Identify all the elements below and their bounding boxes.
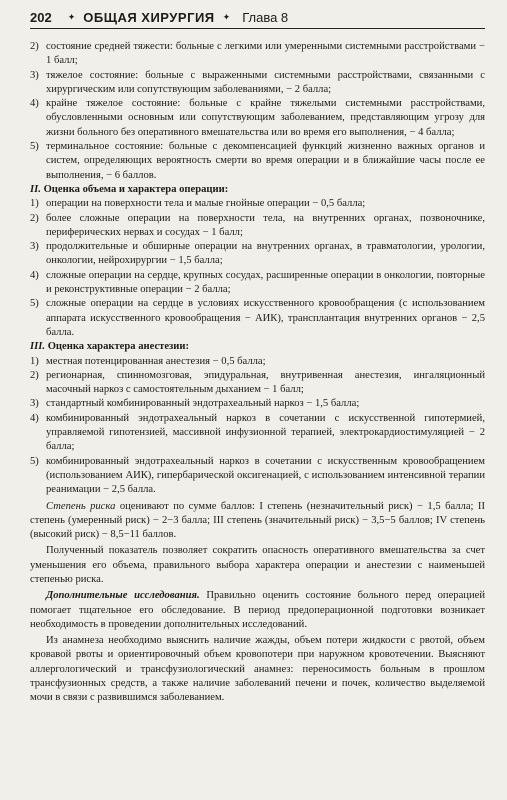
list-condition — [30, 40, 485, 183]
section-heading-operation: II. Оценка объема и характера операции: — [30, 183, 229, 195]
list-item: 1) операции на поверхности тела и малые гнойные операции − 0,5 балла; — [30, 198, 366, 210]
list-item: 3) стандартный комбинированный эндотрахеальный наркоз − 1,5 балла; — [30, 398, 360, 410]
anamnesis-paragraph: Из анамнеза необходимо выяснить наличие жажды, объем потери жидкости с рвотой, объем кровавой рвоты и ориентировочный объем кровопотери при наружном кровотечении. Выясняют аллергологический и трансфузиологический анамнез: переносимость больным в прошлом трансфузионных средств, а также наличие заболеваний печени и почек, количество выделяемой мочи в связи с развившимся заболеванием. — [30, 635, 485, 704]
list-item: 4) сложные операции на сердце, крупных сосудах, расширенные операции в онкологии, повторные и реконструктивные операции − 2 балла; — [30, 269, 485, 296]
result-paragraph: Полученный показатель позволяет сократить опасность оперативного вмешательства за счет уменьшения его объема, правильного выбора характера операции и анестезии с наименьшей степенью риска. — [30, 545, 485, 585]
chapter-label: Глава 8 — [242, 9, 289, 25]
list-item: 3) продолжительные и обширные операции на внутренних органах, в травматологии, урологии, онкологии, нейрохирургии − 1,5 балла; — [30, 241, 485, 267]
list-item: 5) терминальное состояние: больные с декомпенсацией функций жизненно важных органов и систем, определяющих вероятность смерти во время операции и в ближайшие часы после ее выполнения, − 6 баллов. — [30, 141, 485, 181]
page-number: 202 — [30, 9, 52, 25]
section-heading-anesthesia: III. Оценка характера анестезии: — [30, 341, 190, 353]
page-body — [30, 40, 485, 706]
risk-degree-paragraph: Степень риска оценивают по сумме баллов: I степень (незначительный риск) − 1,5 балла; II степень (умеренный риск) − 2−3 балла; III степень (значительный риск) − 3,5−5 баллов; IV степень (высокий риск) − 8,5−11 баллов. — [30, 500, 485, 541]
list-item: 3) тяжелое состояние: больные с выраженными системными расстройствами, связанными с хирургическим или сопутствующим заболеваниями, − 2 балла; — [30, 69, 485, 95]
list-anesthesia — [30, 355, 485, 498]
list-item: 2) более сложные операции на поверхности тела, на внутренних органах, позвоночнике, периферических нервах и сосудах − 1 балл; — [30, 212, 485, 238]
list-operation — [30, 197, 485, 340]
running-header — [30, 6, 485, 29]
diamond-ornament-icon: ✦ — [222, 11, 231, 22]
list-item: 2) регионарная, спинномозговая, эпидуральная, внутривенная анестезия, ингаляционный масочный наркоз с самостоятельным дыханием − 1 балл; — [30, 369, 485, 396]
book-title: ОБЩАЯ ХИРУРГИЯ — [83, 9, 215, 25]
list-item: 4) крайне тяжелое состояние: больные с крайне тяжелыми системными расстройствами, обусловленными основным или сопутствующим заболеванием, представляющим угрозу для жизни больного без оперативного вмешательства или во время его выполнения, − 4 балла; — [30, 98, 485, 138]
list-item: 5) сложные операции на сердце в условиях искусственного кровообращения (с использованием аппарата искусственного кровообращения − АИК), трансплантация внутренних органов − 2,5 балла. — [30, 298, 485, 338]
list-item: 2) состояние средней тяжести: больные с легкими или умеренными системными расстройствами − 1 балл; — [30, 41, 485, 67]
list-item: 1) местная потенцированная анестезия − 0,5 балла; — [30, 355, 266, 367]
additional-studies-paragraph: Дополнительные исследования. Правильно оценить состояние больного перед операцией помогает тщательное его обследование. В период предоперационной подготовки возникает необходимость в проведении дополнительных исследований. — [30, 590, 485, 630]
list-item: 5) комбинированный эндотрахеальный наркоз в сочетании с искусственным кровообращением (использованием АИК), гипербарической оксигенацией, с использованием интенсивной терапии реанимации − 2,5 балла. — [30, 455, 485, 496]
list-item: 4) комбинированный эндотрахеальный наркоз в сочетании с искусственной гипотермией, управляемой гипотензией, массивной инфузионной терапией, электрокардиостимуляцией − 2 балла; — [30, 412, 485, 453]
diamond-ornament-icon: ✦ — [67, 11, 76, 22]
